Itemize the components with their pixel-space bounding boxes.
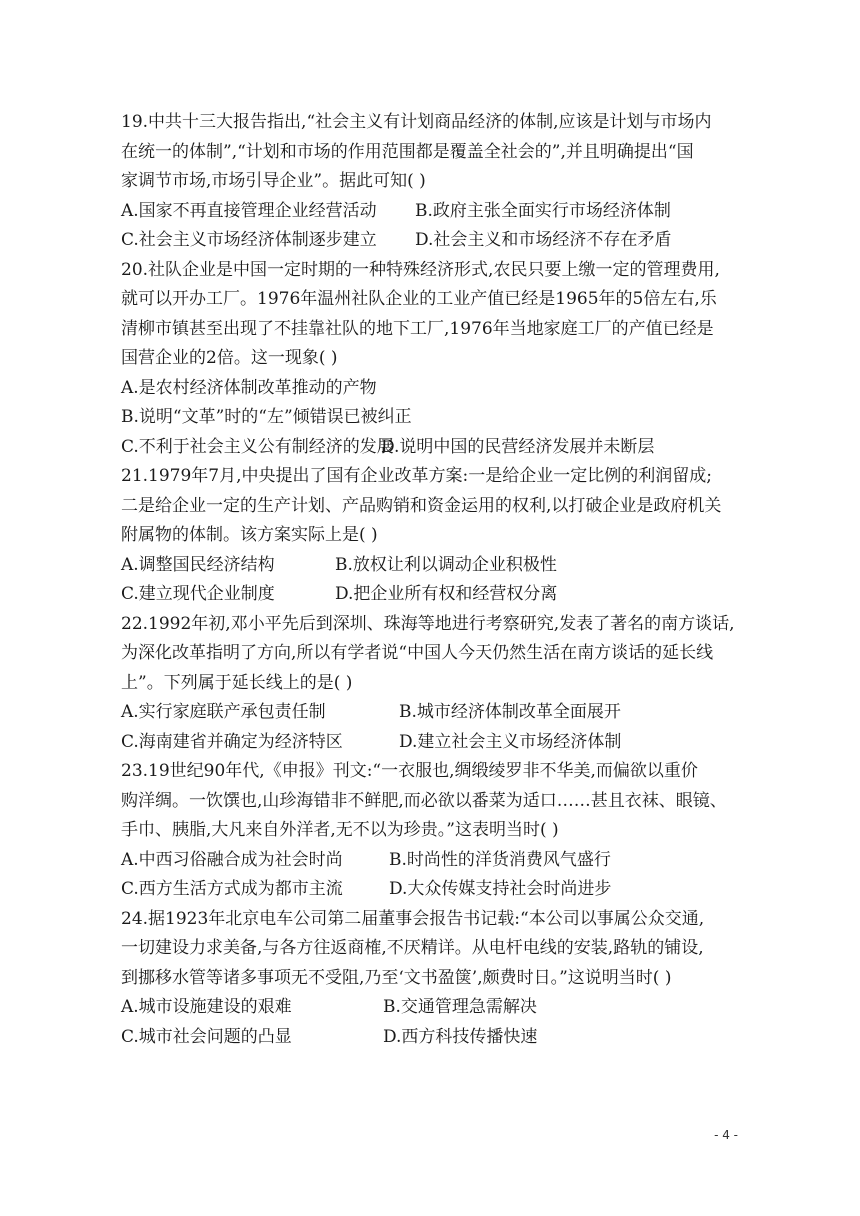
question-22-option-b[interactable]: B.城市经济体制改革全面展开: [399, 702, 621, 722]
question-20-stem-line-3: 清柳市镇甚至出现了不挂靠社队的地下工厂,1976年当地家庭工厂的产值已经是: [121, 318, 714, 339]
question-23: [121, 757, 757, 905]
question-19-option-a[interactable]: A.国家不再直接管理企业经营活动: [121, 200, 377, 221]
question-23-stem-line-3: 手巾、胰脂,大凡来自外洋者,无不以为珍贵。”这表明当时( ): [121, 820, 559, 840]
question-22-options-row-2: [121, 728, 757, 758]
question-22-option-a[interactable]: A.实行家庭联产承包责任制: [121, 702, 326, 722]
question-21-option-d[interactable]: D.把企业所有权和经营权分离: [335, 584, 558, 604]
question-23-option-d[interactable]: D.大众传媒支持社会时尚进步: [389, 879, 612, 899]
question-21-stem-line-1: 21.1979年7月,中央提出了国有企业改革方案:一是给企业一定比例的利润留成;: [121, 466, 712, 486]
question-24-option-c[interactable]: C.城市社会问题的凸显: [121, 1026, 292, 1047]
question-21-stem-line-3: 附属物的体制。该方案实际上是( ): [121, 525, 378, 545]
question-24-stem-line-1: 24.据1923年北京电车公司第二届董事会报告书记载:“本公司以事属公众交通,: [121, 908, 705, 929]
question-24-options-row-2: [121, 1023, 757, 1053]
question-19-option-b[interactable]: B.政府主张全面实行市场经济体制: [415, 200, 671, 221]
question-20-option-b[interactable]: B.说明“文革”时的“左”倾错误已被纠正: [121, 407, 412, 427]
question-19: [121, 108, 757, 256]
question-21-option-b[interactable]: B.放权让利以调动企业积极性: [335, 554, 557, 575]
question-20-options-row-cd: [121, 433, 757, 463]
question-20-stem-line-2: 就可以开办工厂。1976年温州社队企业的工业产值已经是1965年的5倍左右,乐: [121, 289, 717, 309]
question-20: [121, 256, 757, 463]
question-23-stem-line-1: 23.19世纪90年代,《申报》刊文:“一衣服也,绸缎绫罗非不华美,而偏欲以重价: [121, 761, 698, 781]
exam-page: [121, 108, 757, 1052]
question-19-option-c[interactable]: C.社会主义市场经济体制逐步建立: [121, 230, 377, 250]
question-24-stem-line-3: 到挪移水管等诸多事项无不受阻,乃至‘文书盈箧’,颇费时日。”这说明当时( ): [121, 967, 672, 988]
question-23-options-row-2: [121, 875, 757, 905]
question-22: [121, 610, 757, 758]
question-22-option-d[interactable]: D.建立社会主义市场经济体制: [399, 731, 622, 752]
page-number: - 4 -: [714, 1128, 738, 1142]
question-23-option-a[interactable]: A.中西习俗融合成为社会时尚: [121, 849, 343, 870]
question-19-stem-line-1: 19.中共十三大报告指出,“社会主义有计划商品经济的体制,应该是计划与市场内: [121, 112, 712, 132]
question-23-option-c[interactable]: C.西方生活方式成为都市主流: [121, 879, 343, 899]
question-21-options-row-1: [121, 551, 757, 581]
question-19-stem-line-2: 在统一的体制”,“计划和市场的作用范围都是覆盖全社会的”,并且明确提出“国: [121, 141, 694, 162]
question-19-options-row-1: [121, 197, 757, 227]
question-21-stem-line-2: 二是给企业一定的生产计划、产品购销和资金运用的权利,以打破企业是政府机关: [121, 495, 722, 516]
question-24-option-a[interactable]: A.城市设施建设的艰难: [121, 997, 292, 1017]
question-20-option-d[interactable]: D.说明中国的民营经济发展并未断层: [381, 436, 655, 457]
question-22-options-row-1: [121, 698, 757, 728]
question-21-option-c[interactable]: C.建立现代企业制度: [121, 584, 275, 604]
question-23-option-b[interactable]: B.时尚性的洋货消费风气盛行: [389, 849, 611, 870]
question-23-stem-line-2: 购洋绸。一饮馔也,山珍海错非不鲜肥,而必欲以番菜为适口……甚且衣袜、眼镜、: [121, 790, 727, 811]
question-22-stem-line-2: 为深化改革指明了方向,所以有学者说“中国人今天仍然生活在南方谈话的延长线: [121, 643, 714, 663]
question-19-option-d[interactable]: D.社会主义和市场经济不存在矛盾: [415, 230, 672, 250]
question-24-options-row-1: [121, 993, 757, 1023]
question-21-option-a[interactable]: A.调整国民经济结构: [121, 554, 275, 575]
question-24-stem-line-2: 一切建设力求美备,与各方往返商榷,不厌精详。从电杆电线的安装,路轨的铺设,: [121, 938, 704, 958]
question-20-option-a[interactable]: A.是农村经济体制改革推动的产物: [121, 377, 377, 398]
question-21: [121, 462, 757, 610]
question-19-options-row-2: [121, 226, 757, 256]
question-20-stem-line-1: 20.社队企业是中国一定时期的一种特殊经济形式,农民只要上缴一定的管理费用,: [121, 259, 720, 280]
question-21-options-row-2: [121, 580, 757, 610]
question-19-stem-line-3: 家调节市场,市场引导企业”。据此可知( ): [121, 171, 426, 191]
question-22-option-c[interactable]: C.海南建省并确定为经济特区: [121, 731, 343, 752]
question-24-option-d[interactable]: D.西方科技传播快速: [383, 1026, 538, 1047]
question-23-options-row-1: [121, 846, 757, 876]
question-22-stem-line-3: 上”。下列属于延长线上的是( ): [121, 672, 353, 693]
question-20-option-c[interactable]: C.不利于社会主义公有制经济的发展: [121, 436, 394, 457]
question-24-option-b[interactable]: B.交通管理急需解决: [383, 997, 537, 1017]
question-24: [121, 905, 757, 1053]
question-20-stem-line-4: 国营企业的2倍。这一现象( ): [121, 348, 338, 368]
question-22-stem-line-1: 22.1992年初,邓小平先后到深圳、珠海等地进行考察研究,发表了著名的南方谈话,: [121, 613, 735, 634]
